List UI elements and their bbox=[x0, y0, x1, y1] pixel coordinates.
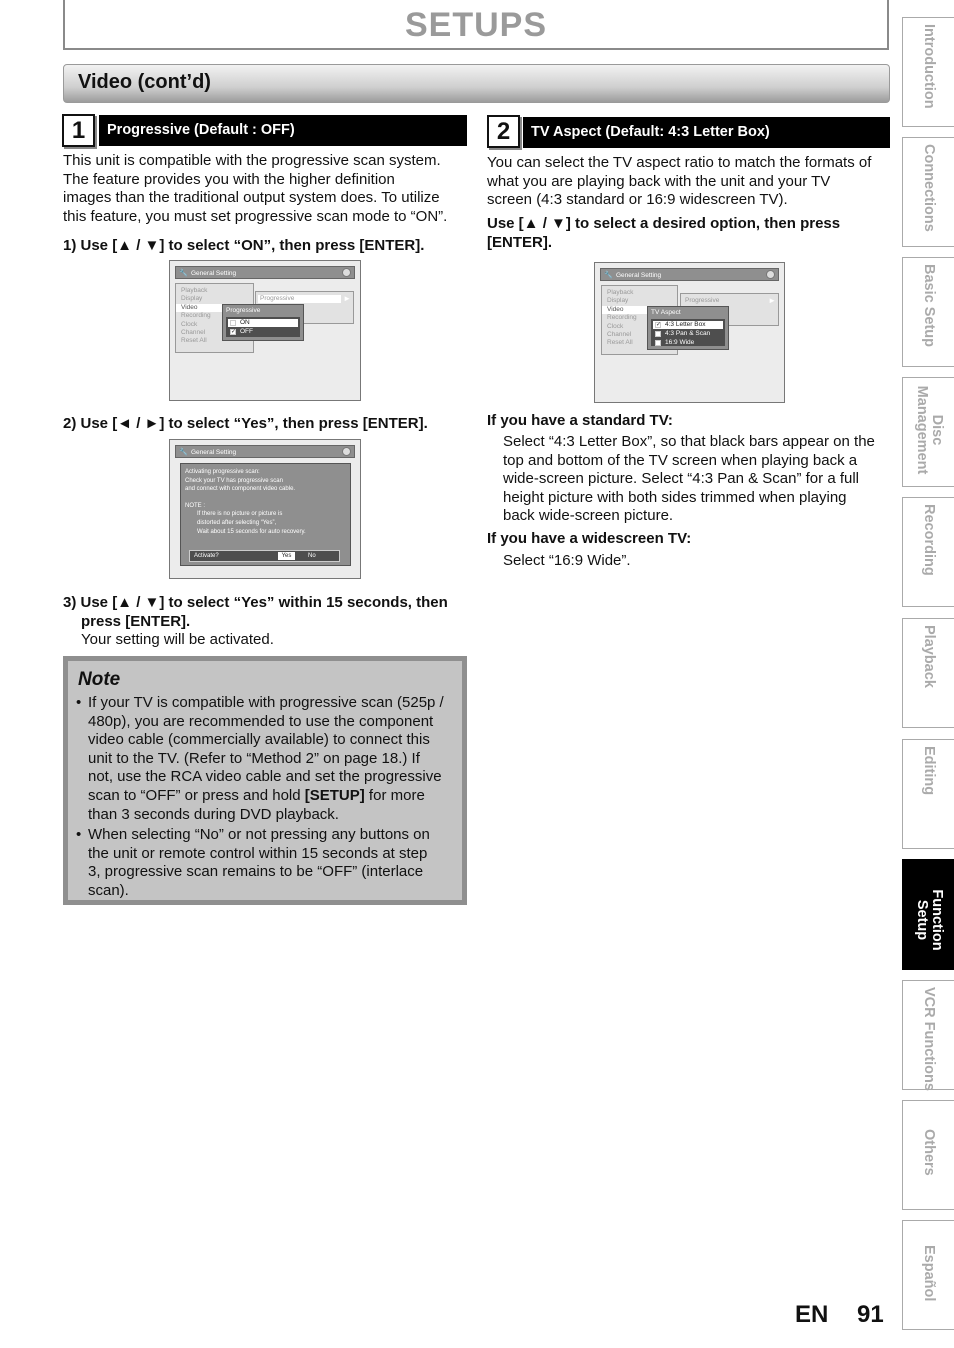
page-footer bbox=[795, 1301, 884, 1329]
tab-connections[interactable] bbox=[902, 137, 954, 247]
dialog-yes-option: Yes bbox=[278, 552, 295, 560]
osd-title-bar bbox=[175, 266, 355, 279]
osd-popup bbox=[222, 304, 304, 341]
osd-menu-item: Clock bbox=[607, 322, 624, 330]
osd-option-letterbox bbox=[653, 321, 723, 329]
note-box-inner bbox=[68, 661, 462, 900]
step1-substep-3 bbox=[63, 594, 473, 631]
dialog-no-option: No bbox=[308, 553, 316, 559]
arrow-right-icon: ► bbox=[343, 294, 351, 303]
tab-label: Español bbox=[920, 1245, 937, 1302]
language-label: EN bbox=[795, 1301, 829, 1328]
checkbox-icon bbox=[655, 331, 661, 337]
text-line: 480p), you are recommended to use the component bbox=[88, 712, 434, 730]
osd-menu-item: Channel bbox=[607, 331, 632, 339]
checkbox-icon bbox=[230, 320, 236, 326]
dialog-note-line: distorted after selecting “Yes”, bbox=[197, 519, 277, 526]
step2-instruction bbox=[487, 215, 897, 252]
osd-option-on bbox=[228, 319, 298, 327]
text-line: this feature, you must set progressive scan mode to “ON”. bbox=[63, 207, 448, 225]
note-item-1 bbox=[88, 694, 460, 824]
osd-option-label: OFF bbox=[240, 328, 253, 335]
osd-option-label: 4:3 Pan & Scan bbox=[665, 330, 711, 337]
checkbox-icon bbox=[655, 340, 661, 346]
setup-key-label: [SETUP] bbox=[304, 786, 365, 804]
checkbox-checked-icon: ✓ bbox=[656, 322, 662, 328]
disc-icon bbox=[342, 268, 351, 277]
osd-field: Progressive bbox=[258, 295, 341, 303]
osd-option-label: ON bbox=[240, 319, 250, 326]
osd-menu-item-selected: Video bbox=[176, 304, 253, 312]
text-line: height picture with both sides trimmed when playing bbox=[503, 488, 847, 506]
tab-label: Recording bbox=[920, 504, 937, 576]
tab-playback[interactable] bbox=[902, 618, 954, 728]
osd-option-label: 4:3 Letter Box bbox=[665, 321, 706, 328]
osd-menu-item: Recording bbox=[181, 312, 211, 320]
text-line: screen (4:3 standard or 16:9 widescreen TV). bbox=[487, 191, 788, 209]
osd-option-panscan bbox=[653, 330, 723, 338]
step1-substep-2: 2) Use [◄ / ►] to select “Yes”, then press [ENTER]. bbox=[63, 415, 428, 432]
text-line: • If your TV is compatible with progressive scan (525p / bbox=[88, 694, 444, 711]
arrow-right-icon: ► bbox=[768, 296, 776, 305]
text-span: scan to “OFF” or press and hold bbox=[88, 786, 305, 804]
text-line: Select “4:3 Letter Box”, so that black bars appear on the bbox=[503, 433, 875, 450]
osd-menu-item: Playback bbox=[607, 289, 634, 296]
tab-others[interactable] bbox=[902, 1100, 954, 1210]
tab-label: Function Setup bbox=[913, 889, 945, 951]
step1-intro bbox=[63, 152, 473, 226]
text-line: not, use the RCA video cable and set the progressive bbox=[88, 768, 442, 786]
dialog-note-line: If there is no picture or picture is bbox=[197, 511, 283, 518]
page-header-frame bbox=[63, 0, 889, 50]
osd-menu-item: Display bbox=[607, 297, 629, 305]
text-line: The feature provides you with the higher definition bbox=[63, 170, 395, 188]
osd-menu-item: Display bbox=[181, 295, 203, 303]
osd-menu-item: Playback bbox=[181, 287, 208, 294]
text-line: press [ENTER]. bbox=[81, 612, 191, 630]
text-line: than 3 seconds during DVD playback. bbox=[88, 805, 339, 823]
text-line: images than the traditional output system does. To utilize bbox=[63, 189, 440, 207]
disc-icon bbox=[342, 447, 351, 456]
step1-number: 1 bbox=[62, 114, 95, 147]
tab-label: VCR Functions bbox=[920, 987, 937, 1091]
checkbox-checked-icon: ✓ bbox=[231, 329, 237, 335]
step1-title: Progressive (Default : OFF) bbox=[99, 115, 467, 146]
osd-screen-activate bbox=[169, 439, 361, 579]
step1-substep-1: 1) Use [▲ / ▼] to select “ON”, then press [ENTER]. bbox=[63, 237, 425, 254]
osd-menu-item-selected: Video bbox=[602, 306, 677, 314]
tab-label: Connections bbox=[920, 144, 937, 232]
osd-popup-title: Progressive bbox=[226, 307, 261, 314]
text-line: top and bottom of the TV screen when playing back a bbox=[503, 451, 858, 469]
tab-basic-setup[interactable] bbox=[902, 257, 954, 367]
text-span: for more bbox=[364, 786, 425, 804]
section-title-bar bbox=[63, 64, 890, 103]
text-line: This unit is compatible with the progressive scan system. bbox=[63, 152, 441, 169]
text-line: unit to the TV. (Refer to “Method 2” on page 18.) If bbox=[88, 749, 420, 767]
osd-popup-body bbox=[226, 317, 300, 337]
osd-screen-progressive bbox=[169, 260, 361, 401]
osd-menu-item: Channel bbox=[181, 329, 206, 337]
section-title: Video (cont’d) bbox=[78, 71, 211, 93]
osd-option-off bbox=[228, 328, 298, 336]
text-line: • When selecting “No” or not pressing any buttons on bbox=[88, 826, 430, 843]
text-line: wide-screen picture. Select “4:3 Pan & Scan” for a full bbox=[503, 470, 860, 488]
dialog-prompt: Activate? bbox=[194, 553, 219, 559]
osd-menu-item: Clock bbox=[181, 320, 198, 328]
dialog-line: Activating progressive scan: bbox=[185, 469, 260, 475]
page-number: 91 bbox=[857, 1301, 884, 1328]
disc-icon bbox=[766, 270, 775, 279]
text-line: [ENTER]. bbox=[487, 233, 552, 251]
note-item-2 bbox=[88, 826, 460, 900]
tab-label: Basic Setup bbox=[920, 264, 937, 347]
tab-introduction[interactable] bbox=[902, 17, 954, 127]
widescreen-tv-body: Select “16:9 Wide”. bbox=[503, 552, 631, 569]
note-title: Note bbox=[78, 669, 121, 690]
step1-substep-3-result: Your setting will be activated. bbox=[81, 631, 274, 648]
standard-tv-heading: If you have a standard TV: bbox=[487, 412, 673, 429]
text-line: 3, progressive scan remains to be “OFF” (interlace bbox=[88, 863, 424, 881]
tab-label: Editing bbox=[920, 746, 937, 796]
osd-screen-tv-aspect bbox=[594, 262, 785, 403]
osd-title-bar bbox=[600, 268, 779, 281]
text-line: video cable (commercially available) to connect this bbox=[88, 731, 430, 749]
page-title: SETUPS bbox=[404, 6, 548, 44]
wrench-icon: 🔧 bbox=[179, 449, 188, 456]
text-line: You can select the TV aspect ratio to match the formats of bbox=[487, 154, 872, 171]
osd-dialog bbox=[180, 463, 351, 566]
osd-menu-item: Reset All bbox=[607, 339, 633, 347]
osd-menu-item: Reset All bbox=[181, 337, 207, 345]
tab-label: Introduction bbox=[920, 24, 937, 109]
tab-vcr-functions[interactable] bbox=[902, 980, 954, 1090]
wrench-icon: 🔧 bbox=[179, 270, 188, 277]
osd-popup-title: TV Aspect bbox=[651, 309, 681, 316]
tab-label: Others bbox=[920, 1129, 937, 1176]
tab-editing[interactable] bbox=[902, 739, 954, 849]
text-line: Use [▲ / ▼] to select a desired option, then press bbox=[487, 215, 841, 232]
text-line: what you are playing back with the unit and your TV bbox=[487, 172, 831, 190]
wrench-icon: 🔧 bbox=[604, 272, 613, 279]
dialog-note-label: NOTE : bbox=[185, 502, 206, 509]
osd-option-label: 16:9 Wide bbox=[665, 339, 695, 346]
tab-disc-management[interactable] bbox=[902, 377, 954, 487]
text-line: the unit or remote control within 15 seconds at step bbox=[88, 844, 428, 862]
osd-field: Progressive bbox=[683, 297, 766, 305]
step2-intro bbox=[487, 154, 897, 210]
tab-espanol[interactable] bbox=[902, 1220, 954, 1330]
osd-popup bbox=[647, 306, 729, 350]
text-line bbox=[88, 787, 460, 806]
osd-title: General Setting bbox=[191, 270, 237, 277]
osd-title-bar bbox=[175, 445, 355, 458]
dialog-prompt-bar bbox=[189, 550, 340, 562]
dialog-line: Check your TV has progressive scan bbox=[185, 477, 283, 484]
text-line: scan). bbox=[88, 881, 129, 899]
widescreen-tv-heading: If you have a widescreen TV: bbox=[487, 530, 692, 547]
dialog-line: and connect with component video cable. bbox=[185, 486, 296, 493]
tab-label: Playback bbox=[920, 625, 937, 688]
standard-tv-body bbox=[503, 433, 893, 526]
text-line: 3) Use [▲ / ▼] to select “Yes” within 15 seconds, then bbox=[63, 594, 448, 611]
step2-title: TV Aspect (Default: 4:3 Letter Box) bbox=[523, 117, 890, 148]
osd-title: General Setting bbox=[616, 272, 662, 279]
osd-popup-body bbox=[651, 319, 725, 346]
note-box bbox=[63, 656, 467, 905]
osd-title: General Setting bbox=[191, 449, 237, 456]
tab-label: Disc Management bbox=[913, 385, 945, 475]
tab-function-setup[interactable] bbox=[902, 859, 954, 970]
osd-menu-item: Recording bbox=[607, 314, 637, 322]
dialog-note-line: Wait about 15 seconds for auto recovery. bbox=[197, 528, 306, 535]
tab-recording[interactable] bbox=[902, 497, 954, 607]
step2-number: 2 bbox=[487, 115, 520, 148]
text-line: back wide-screen picture. bbox=[503, 507, 674, 525]
osd-option-wide bbox=[653, 339, 723, 347]
